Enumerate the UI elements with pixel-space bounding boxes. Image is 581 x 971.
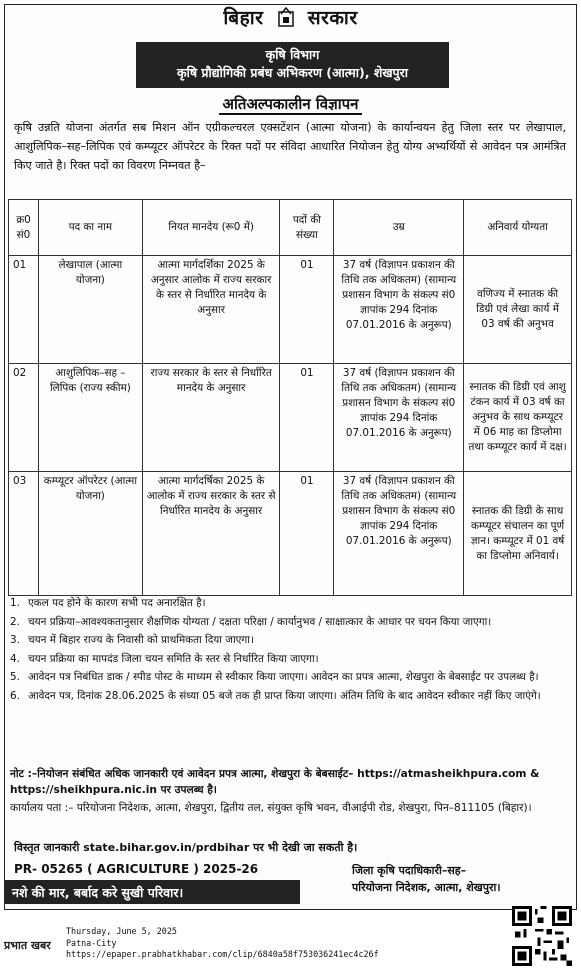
office-address: कार्यालय पता :– परियोजना निदेशक, आत्मा, शेखपुरा, द्वितीय तल, संयुक्त कृषि भवन, वीआईपी रोड, शेखपुरा, पिन–811105 (बिहार)।: [10, 802, 532, 814]
agency-name: कृषि प्रौद्योगिकी प्रबंध अभिकरण (आत्मा), शेखपुरा: [176, 65, 408, 80]
list-item: 6. आवेदन पत्र, दिनांक 28.06.2025 के संध्या 05 बजे तक ही प्राप्त किया जाएगा। अंतिम तिथि के बाद आवेदन स्वीकार नहीं किए जाएंगे।: [10, 689, 541, 702]
intro-paragraph: कृषि उन्नति योजना अंतर्गत सब मिशन ऑन एग्रीकल्चरल एक्सटेंशन (आत्मा योजना) के कार्यान्वयन हेतु जिला स्तर पर लेखापाल, आशुलिपिक–सह–लिपिक एवं कम्प्यूटर ऑपरेटर के रिक्त पदों पर संविदा आधारित नियोजन हेतु योग्य अभ्यर्थियों से आवेदन पत्र आमंत्रित किए जाते है। रिक्त पदों का विवरण निम्नवत है–: [14, 121, 566, 172]
cell-age: 37 वर्ष (विज्ञापन प्रकाशन की तिथि तक अधिकतम) (सामान्य प्रशासन विभाग के संकल्प सं0 ज्ञापांक 294 दिनांक 07.01.2016 के अनुरूप): [334, 472, 464, 596]
cell-sno: 01: [9, 256, 39, 364]
table-row: [9, 256, 572, 364]
list-item: 1. एकल पद होने के कारण सभी पद अनारक्षित है।: [10, 597, 206, 609]
department-name: कृषि विभाग: [265, 47, 320, 62]
qr-code-icon: [512, 906, 572, 966]
table-header-row: [9, 200, 572, 256]
header-age: उम्र: [334, 200, 464, 256]
cell-count: 01: [280, 256, 334, 364]
table-row: [9, 472, 572, 596]
clip-date: Thursday, June 5, 2025: [66, 926, 177, 936]
vacancy-table: [8, 199, 572, 596]
cell-post: लेखापाल (आत्मा योजना): [38, 256, 142, 364]
cell-pay: आत्मा मार्गदर्षिका 2025 के आलोक में राज्य सरकार के स्तर से निर्धारित मानदेय के अनुसार: [142, 472, 280, 596]
cell-qualification: वणिज्य में स्नातक की डिग्री एवं लेखा कार्य में 03 वर्ष की अनुभव: [464, 256, 572, 364]
table-row: [9, 364, 572, 472]
details-line: विस्तृत जानकारी state.bihar.gov.in/prdbihar पर भी देखी जा सकती है।: [14, 841, 358, 854]
newspaper-logo: प्रभात खबर: [4, 939, 51, 952]
header-post: पद का नाम: [38, 200, 142, 256]
advertisement-title: अतिअल्पकालीन विज्ञापन: [0, 94, 581, 114]
list-item: 4. चयन प्रक्रिया का मापदंड जिला चयन समिति के स्तर से निर्धारित किया जाएगा।: [10, 652, 319, 665]
list-item: 3. चयन में बिहार राज्य के निवासी को प्राथमिकता दिया जाएगा।: [10, 634, 254, 646]
cell-count: 01: [280, 364, 334, 472]
header-count: पदों की संख्या: [280, 200, 334, 256]
list-item: 2. चयन प्रक्रिया–आवश्यकतानुसार शैक्षणिक योग्यता / दक्षता परिक्षा / कार्यानुभव / साक्षात्कार के आधार पर चयन किया जाएगा।: [10, 615, 492, 628]
slogan-banner: नशे की मार, बर्बाद करे सुखी परिवार।: [4, 880, 300, 904]
list-item: 5. आवेदन पत्र निबंधित डाक / स्पीड पोस्ट के माध्यम से स्वीकार किया जाएगा। आवेदन का प्रपत्र आत्मा, शेखपुरा के बेबसाईट पर उपलब्ध है।: [10, 671, 539, 683]
clip-metadata: [66, 926, 379, 961]
department-box: [136, 42, 449, 88]
signatory-designation: जिला कृषि पदाधिकारी–सह–: [352, 864, 467, 877]
bihar-emblem-icon: [277, 6, 295, 28]
header-sno: क्र0 सं0: [9, 200, 39, 256]
header-left-text: बिहार: [223, 7, 264, 29]
cell-qualification: स्नातक की डिग्री एवं आशु टंकन कार्य में 03 वर्ष का अनुभव के साथ कम्प्यूटर में 06 माह का डिप्लोमा तथा कम्प्यूटर कार्य में दक्ष।: [464, 364, 572, 472]
cell-sno: 03: [9, 472, 39, 596]
cell-post: कम्प्यूटर ऑपरेटर (आत्मा योजना): [38, 472, 142, 596]
clip-url[interactable]: https://epaper.prabhatkhabar.com/clip/6840a58f753036241ec4c26f: [66, 949, 379, 959]
conditions-list: [10, 596, 568, 707]
cell-age: 37 वर्ष (विज्ञापन प्रकाशन की तिथि तक अधिकतम) (सामान्य प्रशासन विभाग के संकल्प सं0 ज्ञापांक 294 दिनांक 07.01.2016 के अनुरूप): [334, 256, 464, 364]
signatory: [352, 862, 576, 896]
cell-age: 37 वर्ष (विज्ञापन प्रकाशन की तिथि तक अधिकतम) (सामान्य प्रशासन विभाग के संकल्प सं0 ज्ञापांक 294 दिनांक 07.01.2016 के अनुरूप): [334, 364, 464, 472]
cell-post: आशुलिपिक–सह –लिपिक (राज्य स्कीम): [38, 364, 142, 472]
cell-pay: आत्मा मार्गदर्शिका 2025 के अनुसार आलोक में राज्य सरकार के स्तर से निर्धारित मानदेय के अनुसार: [142, 256, 280, 364]
cell-pay: राज्य सरकार के स्तर से निर्धारित मानदेय के अनुसार: [142, 364, 280, 472]
pr-number: PR- 05265 ( AGRICULTURE ) 2025-26: [14, 862, 259, 876]
header-right-text: सरकार: [307, 7, 358, 29]
signatory-office: परियोजना निदेशक, आत्मा, शेखपुरा।: [352, 881, 501, 894]
cell-qualification: स्नातक की डिग्री के साथ कम्प्यूटर संचालन का पूर्ण ज्ञान। कम्प्यूटर में 01 वर्ष का डिप्लोमा अनिवार्य।: [464, 472, 572, 596]
header-pay: नियत मानदेय (रू0 में): [142, 200, 280, 256]
clip-place: Patna-City: [66, 937, 117, 948]
government-header: [0, 4, 581, 30]
cell-count: 01: [280, 472, 334, 596]
cell-sno: 02: [9, 364, 39, 472]
website-note: नोट :–नियोजन संबंधित अधिक जानकारी एवं आवेदन प्रपत्र आत्मा, शेखपुरा के बेबसाईट– https://atmasheikhpura.com & https://sheikhpura.nic.in पर उपलब्ध है।: [10, 768, 540, 796]
header-qualification: अनिवार्य योग्यता: [464, 200, 572, 256]
